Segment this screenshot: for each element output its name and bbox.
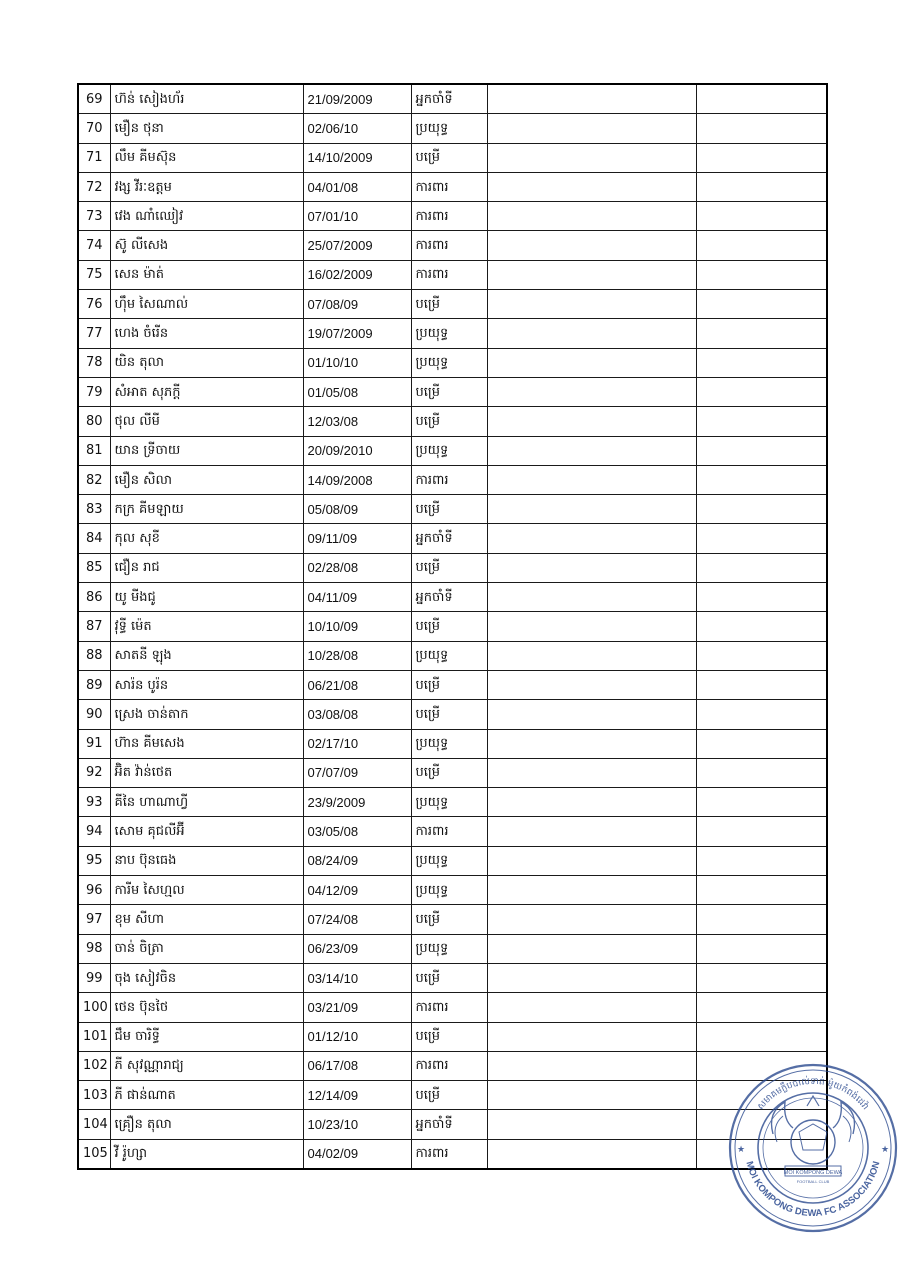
birth-date-cell: 07/08/09 bbox=[303, 290, 411, 319]
birth-date-cell: 12/03/08 bbox=[303, 407, 411, 436]
empty-cell bbox=[487, 407, 696, 436]
player-number-cell: 90 bbox=[78, 700, 110, 729]
empty-cell bbox=[487, 495, 696, 524]
table-row bbox=[78, 377, 827, 406]
empty-cell bbox=[696, 963, 827, 992]
position-cell: ប្រយុទ្ធ bbox=[411, 846, 487, 875]
player-name-cell: សេន ម៉ាត់ bbox=[110, 260, 303, 289]
birth-date-cell: 07/01/10 bbox=[303, 202, 411, 231]
empty-cell bbox=[696, 290, 827, 319]
birth-date-cell: 08/24/09 bbox=[303, 846, 411, 875]
birth-date-cell: 16/02/2009 bbox=[303, 260, 411, 289]
player-number-cell: 74 bbox=[78, 231, 110, 260]
birth-date-cell: 04/02/09 bbox=[303, 1139, 411, 1169]
position-cell: បម្រើ bbox=[411, 758, 487, 787]
empty-cell bbox=[487, 172, 696, 201]
empty-cell bbox=[696, 348, 827, 377]
empty-cell bbox=[487, 905, 696, 934]
player-name-cell: ជឿន រាជ bbox=[110, 553, 303, 582]
table-row bbox=[78, 905, 827, 934]
empty-cell bbox=[696, 876, 827, 905]
empty-cell bbox=[487, 876, 696, 905]
player-name-cell: សារ៉ន បូរ៉ន bbox=[110, 670, 303, 699]
position-cell: បម្រើ bbox=[411, 1022, 487, 1051]
player-number-cell: 82 bbox=[78, 465, 110, 494]
empty-cell bbox=[696, 846, 827, 875]
table-row bbox=[78, 172, 827, 201]
empty-cell bbox=[696, 114, 827, 143]
player-name-cell: យិន តុលា bbox=[110, 348, 303, 377]
birth-date-cell: 01/10/10 bbox=[303, 348, 411, 377]
empty-cell bbox=[696, 260, 827, 289]
empty-cell bbox=[696, 993, 827, 1022]
birth-date-cell: 03/05/08 bbox=[303, 817, 411, 846]
player-number-cell: 73 bbox=[78, 202, 110, 231]
position-cell: ប្រយុទ្ធ bbox=[411, 348, 487, 377]
table-row bbox=[78, 1139, 827, 1169]
position-cell: ការពារ bbox=[411, 202, 487, 231]
empty-cell bbox=[696, 670, 827, 699]
seal-outer-text-top: សមាគមក្លឹបបាល់ទាត់ ម៉ូយកំពង់ដេវ៉ា bbox=[755, 1076, 871, 1113]
position-cell: ប្រយុទ្ធ bbox=[411, 934, 487, 963]
empty-cell bbox=[696, 465, 827, 494]
table-row bbox=[78, 348, 827, 377]
position-cell: បម្រើ bbox=[411, 143, 487, 172]
empty-cell bbox=[487, 612, 696, 641]
birth-date-cell: 25/07/2009 bbox=[303, 231, 411, 260]
table-row bbox=[78, 670, 827, 699]
position-cell: ប្រយុទ្ធ bbox=[411, 641, 487, 670]
seal-sub-text: FOOTBALL CLUB bbox=[796, 1179, 830, 1184]
player-number-cell: 103 bbox=[78, 1081, 110, 1110]
empty-cell bbox=[487, 553, 696, 582]
player-number-cell: 104 bbox=[78, 1110, 110, 1139]
player-name-cell: យូ មីងជូ bbox=[110, 583, 303, 612]
empty-cell bbox=[487, 758, 696, 787]
empty-cell bbox=[696, 84, 827, 114]
position-cell: ការពារ bbox=[411, 231, 487, 260]
player-name-cell: វី រ៉ូហ្សា bbox=[110, 1139, 303, 1169]
birth-date-cell: 07/24/08 bbox=[303, 905, 411, 934]
position-cell: ការពារ bbox=[411, 1139, 487, 1169]
position-cell: ការពារ bbox=[411, 817, 487, 846]
birth-date-cell: 01/05/08 bbox=[303, 377, 411, 406]
player-number-cell: 99 bbox=[78, 963, 110, 992]
empty-cell bbox=[696, 553, 827, 582]
position-cell: បម្រើ bbox=[411, 407, 487, 436]
player-number-cell: 88 bbox=[78, 641, 110, 670]
position-cell: ការពារ bbox=[411, 1051, 487, 1080]
player-name-cell: ខុម សីហា bbox=[110, 905, 303, 934]
empty-cell bbox=[696, 700, 827, 729]
table-row bbox=[78, 1081, 827, 1110]
position-cell: ប្រយុទ្ធ bbox=[411, 114, 487, 143]
birth-date-cell: 04/11/09 bbox=[303, 583, 411, 612]
player-number-cell: 76 bbox=[78, 290, 110, 319]
table-row bbox=[78, 465, 827, 494]
player-number-cell: 98 bbox=[78, 934, 110, 963]
position-cell: បម្រើ bbox=[411, 670, 487, 699]
position-cell: ប្រយុទ្ធ bbox=[411, 788, 487, 817]
empty-cell bbox=[487, 583, 696, 612]
position-cell: ប្រយុទ្ធ bbox=[411, 319, 487, 348]
empty-cell bbox=[487, 84, 696, 114]
position-cell: បម្រើ bbox=[411, 553, 487, 582]
position-cell: ប្រយុទ្ធ bbox=[411, 876, 487, 905]
empty-cell bbox=[487, 729, 696, 758]
player-number-cell: 101 bbox=[78, 1022, 110, 1051]
empty-cell bbox=[487, 670, 696, 699]
empty-cell bbox=[487, 963, 696, 992]
table-row bbox=[78, 1051, 827, 1080]
empty-cell bbox=[696, 1022, 827, 1051]
table-row bbox=[78, 641, 827, 670]
player-number-cell: 91 bbox=[78, 729, 110, 758]
player-name-cell: មឿន ថុនា bbox=[110, 114, 303, 143]
player-name-cell: ហេង ចំរើន bbox=[110, 319, 303, 348]
table-row bbox=[78, 700, 827, 729]
table-row bbox=[78, 846, 827, 875]
empty-cell bbox=[487, 348, 696, 377]
table-row bbox=[78, 553, 827, 582]
empty-cell bbox=[487, 934, 696, 963]
table-row bbox=[78, 963, 827, 992]
position-cell: ការពារ bbox=[411, 260, 487, 289]
empty-cell bbox=[696, 583, 827, 612]
player-name-cell: ស្រេង ចាន់តាក bbox=[110, 700, 303, 729]
table-row bbox=[78, 788, 827, 817]
birth-date-cell: 23/9/2009 bbox=[303, 788, 411, 817]
table-row bbox=[78, 876, 827, 905]
empty-cell bbox=[487, 524, 696, 553]
empty-cell bbox=[487, 993, 696, 1022]
empty-cell bbox=[487, 1022, 696, 1051]
birth-date-cell: 04/01/08 bbox=[303, 172, 411, 201]
empty-cell bbox=[696, 172, 827, 201]
empty-cell bbox=[487, 231, 696, 260]
empty-cell bbox=[696, 495, 827, 524]
table-row bbox=[78, 260, 827, 289]
empty-cell bbox=[487, 377, 696, 406]
empty-cell bbox=[696, 319, 827, 348]
player-name-cell: ថុល លីមី bbox=[110, 407, 303, 436]
player-name-cell: មឿន សិលា bbox=[110, 465, 303, 494]
seal-banner-text: MOI KOMPONG DEWA bbox=[783, 1170, 843, 1176]
player-number-cell: 100 bbox=[78, 993, 110, 1022]
player-name-cell: ការីម សៃហ្មល bbox=[110, 876, 303, 905]
player-name-cell: ជឹម ចារិទ្ធី bbox=[110, 1022, 303, 1051]
table-row bbox=[78, 143, 827, 172]
player-number-cell: 71 bbox=[78, 143, 110, 172]
position-cell: ការពារ bbox=[411, 465, 487, 494]
table-row bbox=[78, 993, 827, 1022]
player-number-cell: 70 bbox=[78, 114, 110, 143]
player-number-cell: 80 bbox=[78, 407, 110, 436]
empty-cell bbox=[487, 1139, 696, 1169]
birth-date-cell: 02/06/10 bbox=[303, 114, 411, 143]
player-number-cell: 92 bbox=[78, 758, 110, 787]
birth-date-cell: 10/10/09 bbox=[303, 612, 411, 641]
birth-date-cell: 01/12/10 bbox=[303, 1022, 411, 1051]
player-name-cell: វុទ្ធី ម៉េត bbox=[110, 612, 303, 641]
player-number-cell: 93 bbox=[78, 788, 110, 817]
position-cell: អ្នកចាំទី bbox=[411, 583, 487, 612]
player-name-cell: គីនៃ ហាណាហ្វី bbox=[110, 788, 303, 817]
player-number-cell: 81 bbox=[78, 436, 110, 465]
player-number-cell: 89 bbox=[78, 670, 110, 699]
table-row bbox=[78, 202, 827, 231]
empty-cell bbox=[487, 290, 696, 319]
position-cell: បម្រើ bbox=[411, 1081, 487, 1110]
position-cell: បម្រើ bbox=[411, 377, 487, 406]
position-cell: ការពារ bbox=[411, 172, 487, 201]
table-row bbox=[78, 407, 827, 436]
empty-cell bbox=[487, 114, 696, 143]
empty-cell bbox=[487, 788, 696, 817]
table-row bbox=[78, 84, 827, 114]
player-name-cell: កុល សុខី bbox=[110, 524, 303, 553]
table-row bbox=[78, 524, 827, 553]
position-cell: អ្នកចាំទី bbox=[411, 524, 487, 553]
player-number-cell: 84 bbox=[78, 524, 110, 553]
player-number-cell: 75 bbox=[78, 260, 110, 289]
seal-outer-text-bottom: MOI KOMPONG DEWA FC ASSOCIATION bbox=[743, 1160, 883, 1220]
player-number-cell: 78 bbox=[78, 348, 110, 377]
player-name-cell: ស៊ូ លីសេង bbox=[110, 231, 303, 260]
birth-date-cell: 03/21/09 bbox=[303, 993, 411, 1022]
player-name-cell: សោម គុជលីអ៊ី bbox=[110, 817, 303, 846]
player-name-cell: សាតនី ឡុង bbox=[110, 641, 303, 670]
birth-date-cell: 03/08/08 bbox=[303, 700, 411, 729]
empty-cell bbox=[487, 465, 696, 494]
empty-cell bbox=[487, 700, 696, 729]
birth-date-cell: 04/12/09 bbox=[303, 876, 411, 905]
player-name-cell: ហ៊ន់ សៀងហ័រ bbox=[110, 84, 303, 114]
player-name-cell: ភី សុវណ្ណារាជ្យ bbox=[110, 1051, 303, 1080]
table-row bbox=[78, 729, 827, 758]
player-name-cell: វេង ណាំឈៀវ bbox=[110, 202, 303, 231]
empty-cell bbox=[696, 524, 827, 553]
player-name-cell: ថេន ប៊ុនថៃ bbox=[110, 993, 303, 1022]
player-name-cell: សំអាត សុភក្តី bbox=[110, 377, 303, 406]
empty-cell bbox=[487, 1051, 696, 1080]
empty-cell bbox=[487, 143, 696, 172]
player-name-cell: វង្ស វីរៈឧត្តម bbox=[110, 172, 303, 201]
birth-date-cell: 21/09/2009 bbox=[303, 84, 411, 114]
position-cell: ប្រយុទ្ធ bbox=[411, 729, 487, 758]
birth-date-cell: 02/17/10 bbox=[303, 729, 411, 758]
birth-date-cell: 06/21/08 bbox=[303, 670, 411, 699]
seal-graphic bbox=[727, 1062, 899, 1234]
table-row bbox=[78, 1110, 827, 1139]
position-cell: បម្រើ bbox=[411, 495, 487, 524]
player-number-cell: 95 bbox=[78, 846, 110, 875]
empty-cell bbox=[487, 319, 696, 348]
player-number-cell: 86 bbox=[78, 583, 110, 612]
empty-cell bbox=[487, 817, 696, 846]
empty-cell bbox=[487, 1110, 696, 1139]
birth-date-cell: 19/07/2009 bbox=[303, 319, 411, 348]
empty-cell bbox=[696, 202, 827, 231]
player-number-cell: 105 bbox=[78, 1139, 110, 1169]
birth-date-cell: 05/08/09 bbox=[303, 495, 411, 524]
seal-star-left: ★ bbox=[737, 1145, 746, 1155]
empty-cell bbox=[487, 436, 696, 465]
position-cell: អ្នកចាំទី bbox=[411, 84, 487, 114]
birth-date-cell: 10/28/08 bbox=[303, 641, 411, 670]
player-number-cell: 97 bbox=[78, 905, 110, 934]
position-cell: ប្រយុទ្ធ bbox=[411, 436, 487, 465]
empty-cell bbox=[696, 436, 827, 465]
position-cell: អ្នកចាំទី bbox=[411, 1110, 487, 1139]
empty-cell bbox=[696, 788, 827, 817]
empty-cell bbox=[696, 231, 827, 260]
table-row bbox=[78, 934, 827, 963]
empty-cell bbox=[696, 758, 827, 787]
birth-date-cell: 07/07/09 bbox=[303, 758, 411, 787]
empty-cell bbox=[696, 143, 827, 172]
player-name-cell: នាប ប៊ុនធេង bbox=[110, 846, 303, 875]
table-row bbox=[78, 290, 827, 319]
empty-cell bbox=[696, 934, 827, 963]
position-cell: បម្រើ bbox=[411, 963, 487, 992]
birth-date-cell: 06/23/09 bbox=[303, 934, 411, 963]
empty-cell bbox=[487, 202, 696, 231]
empty-cell bbox=[696, 641, 827, 670]
player-name-cell: ហ៊ឹម សៃណាល់ bbox=[110, 290, 303, 319]
birth-date-cell: 09/11/09 bbox=[303, 524, 411, 553]
roster-body bbox=[78, 84, 827, 1169]
table-row bbox=[78, 436, 827, 465]
empty-cell bbox=[487, 260, 696, 289]
position-cell: បម្រើ bbox=[411, 290, 487, 319]
empty-cell bbox=[487, 846, 696, 875]
player-roster-table bbox=[77, 83, 828, 1170]
empty-cell bbox=[696, 817, 827, 846]
player-number-cell: 69 bbox=[78, 84, 110, 114]
player-name-cell: លឹម គីមស៊ុន bbox=[110, 143, 303, 172]
table-row bbox=[78, 319, 827, 348]
player-name-cell: គ្រឿន តុលា bbox=[110, 1110, 303, 1139]
table-row bbox=[78, 817, 827, 846]
empty-cell bbox=[696, 905, 827, 934]
birth-date-cell: 06/17/08 bbox=[303, 1051, 411, 1080]
player-number-cell: 77 bbox=[78, 319, 110, 348]
player-name-cell: ភី ផាន់ណាត bbox=[110, 1081, 303, 1110]
position-cell: បម្រើ bbox=[411, 700, 487, 729]
empty-cell bbox=[696, 729, 827, 758]
player-number-cell: 87 bbox=[78, 612, 110, 641]
player-name-cell: ហ៊ាន គីមសេង bbox=[110, 729, 303, 758]
empty-cell bbox=[487, 1081, 696, 1110]
table-row bbox=[78, 758, 827, 787]
birth-date-cell: 03/14/10 bbox=[303, 963, 411, 992]
table-row bbox=[78, 612, 827, 641]
empty-cell bbox=[696, 407, 827, 436]
player-number-cell: 85 bbox=[78, 553, 110, 582]
player-name-cell: ចាន់ ចិត្រា bbox=[110, 934, 303, 963]
position-cell: ការពារ bbox=[411, 993, 487, 1022]
birth-date-cell: 14/09/2008 bbox=[303, 465, 411, 494]
player-number-cell: 96 bbox=[78, 876, 110, 905]
player-name-cell: អ៊ិត វ៉ាន់ថេត bbox=[110, 758, 303, 787]
table-row bbox=[78, 583, 827, 612]
player-name-cell: កក្រ គីមឡាយ bbox=[110, 495, 303, 524]
birth-date-cell: 12/14/09 bbox=[303, 1081, 411, 1110]
player-number-cell: 79 bbox=[78, 377, 110, 406]
birth-date-cell: 20/09/2010 bbox=[303, 436, 411, 465]
player-number-cell: 102 bbox=[78, 1051, 110, 1080]
birth-date-cell: 10/23/10 bbox=[303, 1110, 411, 1139]
table-row bbox=[78, 1022, 827, 1051]
empty-cell bbox=[696, 612, 827, 641]
player-number-cell: 72 bbox=[78, 172, 110, 201]
birth-date-cell: 02/28/08 bbox=[303, 553, 411, 582]
player-number-cell: 83 bbox=[78, 495, 110, 524]
position-cell: បម្រើ bbox=[411, 905, 487, 934]
birth-date-cell: 14/10/2009 bbox=[303, 143, 411, 172]
seal-star-right: ★ bbox=[881, 1145, 890, 1155]
table-row bbox=[78, 495, 827, 524]
player-number-cell: 94 bbox=[78, 817, 110, 846]
position-cell: បម្រើ bbox=[411, 612, 487, 641]
empty-cell bbox=[696, 377, 827, 406]
club-seal-stamp bbox=[727, 1062, 899, 1234]
player-name-cell: យាន ទ្រីចាយ bbox=[110, 436, 303, 465]
table-row bbox=[78, 231, 827, 260]
table-row bbox=[78, 114, 827, 143]
player-name-cell: ចុង សៀវចិន bbox=[110, 963, 303, 992]
empty-cell bbox=[487, 641, 696, 670]
